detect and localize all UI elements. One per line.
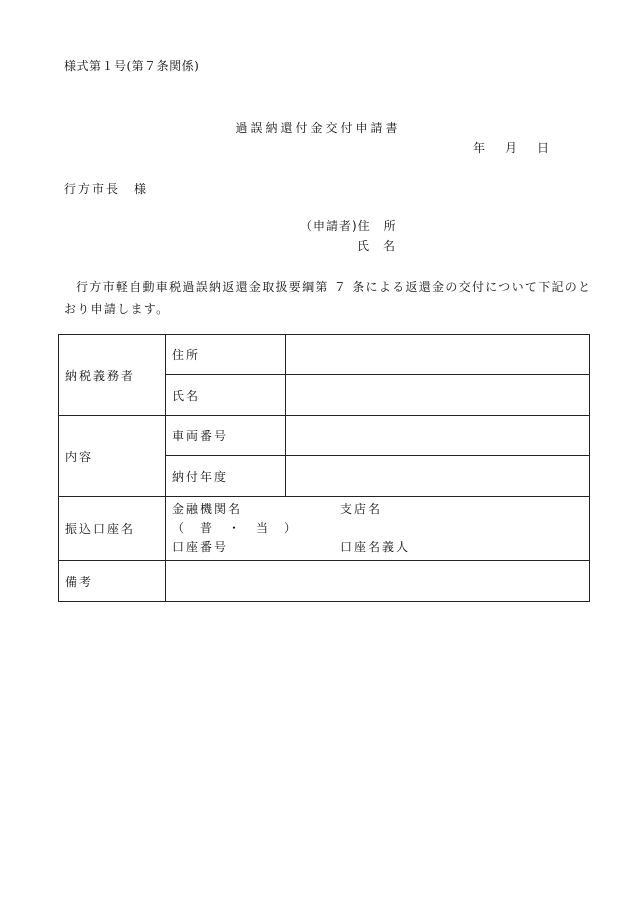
remarks-header: 備考: [59, 561, 166, 602]
application-statement: [64, 276, 594, 320]
applicant-address-label: （申請者)住 所: [300, 219, 397, 233]
date-year-label: 年: [473, 141, 486, 155]
remarks-field[interactable]: [166, 561, 590, 602]
taxpayer-name-label: 氏名: [166, 375, 286, 416]
document-title: 過誤納還付金交付申請書: [235, 121, 401, 135]
addressee: 行方市長 様: [64, 182, 149, 196]
taxpayer-header: 納税義務者: [59, 335, 166, 416]
vehicle-number-field[interactable]: [286, 416, 590, 456]
taxpayer-address-label: 住所: [166, 335, 286, 375]
fiscal-year-field[interactable]: [286, 456, 590, 497]
date-day-label: 日: [537, 141, 550, 155]
application-form-table: [58, 334, 590, 602]
account-number-label: 口座番号: [172, 540, 229, 554]
application-statement-text: 行方市軽自動車税過誤納返還金取扱要綱第 ７ 条による返還金の交付について下記のとおり申請します。: [64, 280, 592, 316]
bank-name-label: 金融機関名: [172, 502, 243, 516]
taxpayer-address-field[interactable]: [286, 335, 590, 375]
account-holder-label: 口座名義人: [340, 540, 411, 554]
account-type-label: （ 普 ・ 当 ）: [172, 521, 299, 535]
branch-name-label: 支店名: [340, 502, 383, 516]
content-header: 内容: [59, 416, 166, 497]
taxpayer-name-field[interactable]: [286, 375, 590, 416]
account-details-field[interactable]: [166, 497, 590, 561]
applicant-name-label: 氏 名: [357, 239, 397, 253]
fiscal-year-label: 納付年度: [166, 456, 286, 497]
form-number: 様式第１号(第７条関係): [64, 59, 200, 73]
account-header: 振込口座名: [59, 497, 166, 561]
vehicle-number-label: 車両番号: [166, 416, 286, 456]
date-month-label: 月: [505, 141, 518, 155]
